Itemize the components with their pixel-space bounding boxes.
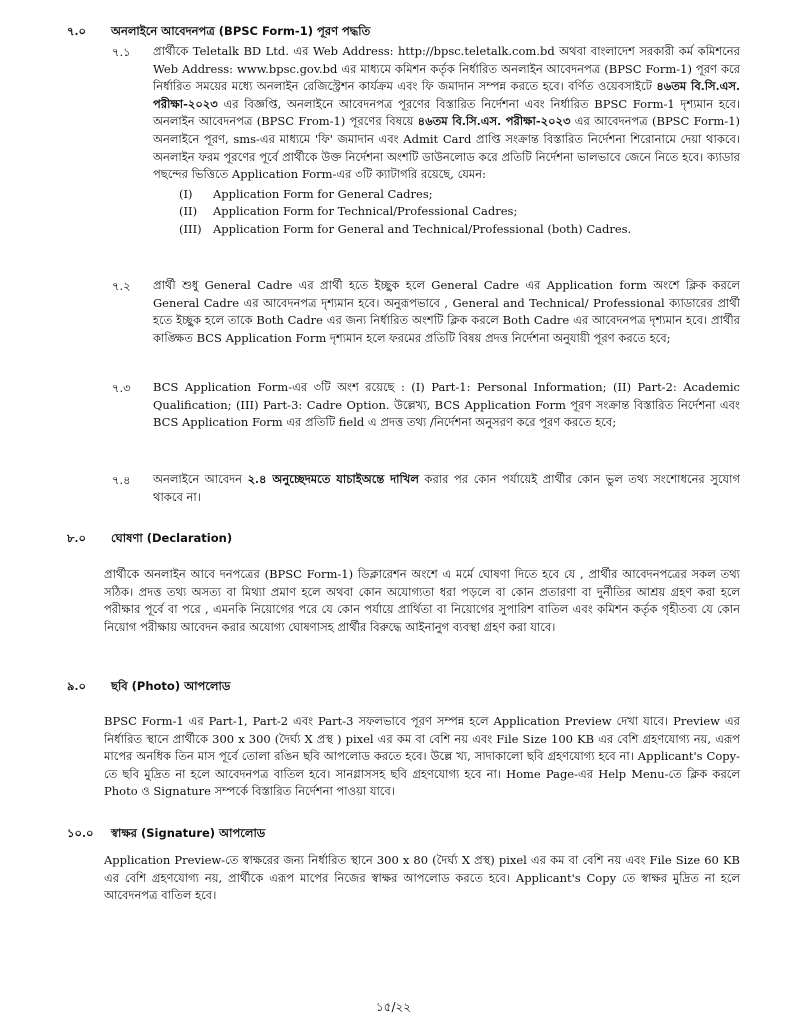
- emphasis-text: ৪৬তম বি.সি.এস. পরীক্ষা-২০২৩: [153, 79, 740, 111]
- emphasis-text: ৪৬তম বি.সি.এস. পরীক্ষা-২০২৩: [417, 114, 571, 129]
- list-item: [179, 203, 740, 221]
- list-item-label: Application Form for Technical/Professional Cadres;: [213, 204, 518, 219]
- subsection-number: ৭.৩: [112, 381, 131, 395]
- list-item: [179, 186, 740, 204]
- list-item-label: Application Form for General Cadres;: [213, 186, 433, 201]
- section-8-text: প্রার্থীকে অনলাইন আবে দনপত্রের (BPSC Form-1) ডিক্লারেশন অংশে এ মর্মে ঘোষণা দিতে হবে যে , প্রার্থীর আবেদনপত্রের সকল তথ্য সঠিক। প্রদত্ত তথ্য অসত্য বা মিথ্যা প্রমাণ হলে অথবা কোন অযোগ্যতা ধরা পড়লে বা কোন প্রতারণা বা দুর্নীতির আশ্রয় গ্রহণ করা হলে পরীক্ষার পূর্বে বা পরে , এমনকি নিয়োগের পরে যে কোন পর্যায়ে প্রার্থিতা বা নিয়োগের সুপারিশ বাতিল এবং কমিশন কর্তৃক গৃহীতব্য যে কোন নিয়োগ পরীক্ষায় আবেদন করার অযোগ্য ঘোষণাসহ প্রার্থীর বিরুদ্ধে আইনানুগ ব্যবস্থা গ্রহণ করা যাবে।: [104, 567, 740, 634]
- subsection-7-2-text: প্রার্থী শুধু General Cadre এর প্রার্থী হতে ইচ্ছুক হলে General Cadre এর Application form অংশে ক্লিক করলে General Cadre এর আবেদনপত্র দৃশ্যমান হবে। অনুরূপভাবে , General and Technical/ Professional ক্যাডারের প্রার্থী হতে ইচ্ছুক হলে তাকে Both Cadre এর জন্য নির্ধারিত অংশটি ক্লিক করলে Both Cadre এর আবেদনপত্র দৃশ্যমান হবে। প্রার্থীর কাঙ্ক্ষিত BCS Application Form দৃশ্যমান হলে ফরমের প্রতিটি বিষয় প্রদত্ত নির্দেশনা অনুযায়ী পূরণ করতে হবে;: [153, 278, 740, 345]
- cadre-category-list: [179, 186, 740, 239]
- section-number: ৭.০: [67, 24, 86, 38]
- subsection-number: ৭.৪: [112, 473, 131, 487]
- list-item: [179, 221, 740, 239]
- section-title: ছবি (Photo) আপলোড: [111, 679, 231, 693]
- list-marker: (III): [179, 221, 202, 236]
- list-item-label: Application Form for General and Technical/Professional (both) Cadres.: [213, 221, 632, 236]
- section-title: স্বাক্ষর (Signature) আপলোড: [111, 826, 266, 840]
- paragraph-text: এর আবেদনপত্র (BPSC Form-1) অনলাইনে পূরণ, sms-এর মাধ্যমে 'ফি' জমাদান এবং Admit Card প্রাপ্তি সংক্রান্ত বিস্তারিত নির্দেশনা শিরোনামে দেয়া থাকবে। অনলাইন ফরম পূরণের পূর্বে প্রার্থীকে উক্ত নির্দেশনা অংশটি ডাউনলোড করে প্রতিটি নির্দেশনা ভালভাবে জেনে নিতে হবে। ক্যাডার পছন্দের ভিত্তিতে Application Form-এর ৩টি ক্যাটাগরি রয়েছে, যেমন:: [153, 114, 740, 182]
- section-number: ৯.০: [67, 679, 86, 693]
- section-title: অনলাইনে আবেদনপত্র (BPSC Form-1) পূরণ পদ্ধতি: [111, 24, 371, 38]
- section-number: ৮.০: [67, 531, 86, 545]
- page-number: ১৫/২২: [375, 1000, 412, 1014]
- paragraph-text: প্রার্থীকে Teletalk BD Ltd. এর Web Address: http://bpsc.teletalk.com.bd অথবা বাংলাদেশ সরকারী কর্ম কমিশনের Web Address: www.bpsc.gov.bd এর মাধ্যমে কমিশন কর্তৃক নির্ধারিত অনলাইন আবেদনপত্র (BPSC Form-1) পূরণ করে নির্ধারিত সময়ের মধ্যে অনলাইন রেজিস্ট্রেশন কার্যক্রম এবং ফি জমাদান সম্পন্ন করতে হবে। বর্ণিত ওয়েবসাইটে: [153, 44, 740, 94]
- list-marker: (II): [179, 204, 198, 219]
- subsection-7-1-text: [153, 43, 740, 239]
- section-title: ঘোষণা (Declaration): [111, 531, 233, 545]
- subsection-7-4-text: [153, 471, 740, 506]
- subsection-7-3-text: BCS Application Form-এর ৩টি অংশ রয়েছে : (I) Part-1: Personal Information; (II) Part-2: Academic Qualification; (III) Part-3: Cadre Option. উল্লেখ্য, BCS Application Form পূরণ সংক্রান্ত বিস্তারিত নির্দেশনা এবং BCS Application Form এর প্রতিটি field এ প্রদত্ত তথ্য /নির্দেশনা অনুসরণ করে পূরণ করতে হবে;: [153, 380, 740, 430]
- paragraph-text: এর বিজ্ঞপ্তি, অনলাইনে আবেদনপত্র পূরণের বিস্তারিত নির্দেশনা এবং নির্ধারিত BPSC Form-1 দৃশ্যমান হবে। অনলাইন আবেদনপত্র (BPSC From-1) পূরণের বিষয়ে: [153, 96, 740, 129]
- list-marker: (I): [179, 186, 193, 201]
- emphasis-text: ২.৪ অনুচ্ছেদমতে যাচাইঅন্তে দাখিল: [247, 472, 419, 486]
- section-10-text: Application Preview-তে স্বাক্ষরের জন্য নির্ধারিত স্থানে 300 x 80 (দৈর্ঘ্য X প্রস্থ) pixel এর কম বা বেশি নয় এবং File Size 60 KB এর বেশি গ্রহণযোগ্য নয়, প্রার্থীকে এরূপ মাপের নিজের স্বাক্ষর আপলোড করতে হবে। Applicant's Copy তে স্বাক্ষর মুদ্রিত না হলে আবেদনপত্র বাতিল হবে।: [104, 853, 740, 903]
- paragraph-text: করার পর কোন পর্যায়েই প্রার্থীর কোন ভুল তথ্য সংশোধনের সুযোগ থাকবে না।: [153, 472, 740, 504]
- subsection-number: ৭.১: [112, 45, 131, 59]
- section-9-text: BPSC Form-1 এর Part-1, Part-2 এবং Part-3 সফলভাবে পূরণ সম্পন্ন হলে Application Preview দেখা যাবে। Preview এর নির্ধারিত স্থানে প্রার্থীকে 300 x 300 (দৈর্ঘ্য X প্রস্থ ) pixel এর কম বা বেশি নয় এবং File Size 100 KB এর বেশি গ্রহণযোগ্য নয়, এরূপ মাপের অনধিক তিন মাস পূর্বে তোলা রঙিন ছবি আপলোড করতে হবে। উল্লে খ্য, সাদাকালো ছবি গ্রহণযোগ্য হবে না। Applicant's Copy-তে ছবি মুদ্রিত না হলে আবেদনপত্র বাতিল হবে। সানগ্লাসসহ ছবি গ্রহণযোগ্য হবে না। Home Page-এর Help Menu-তে ক্লিক করলে Photo ও Signature সম্পর্কে বিস্তারিত নির্দেশনা পাওয়া যাবে।: [104, 714, 740, 799]
- paragraph-text: অনলাইনে আবেদন: [153, 472, 248, 486]
- subsection-number: ৭.২: [112, 279, 131, 293]
- section-number: ১০.০: [67, 826, 94, 840]
